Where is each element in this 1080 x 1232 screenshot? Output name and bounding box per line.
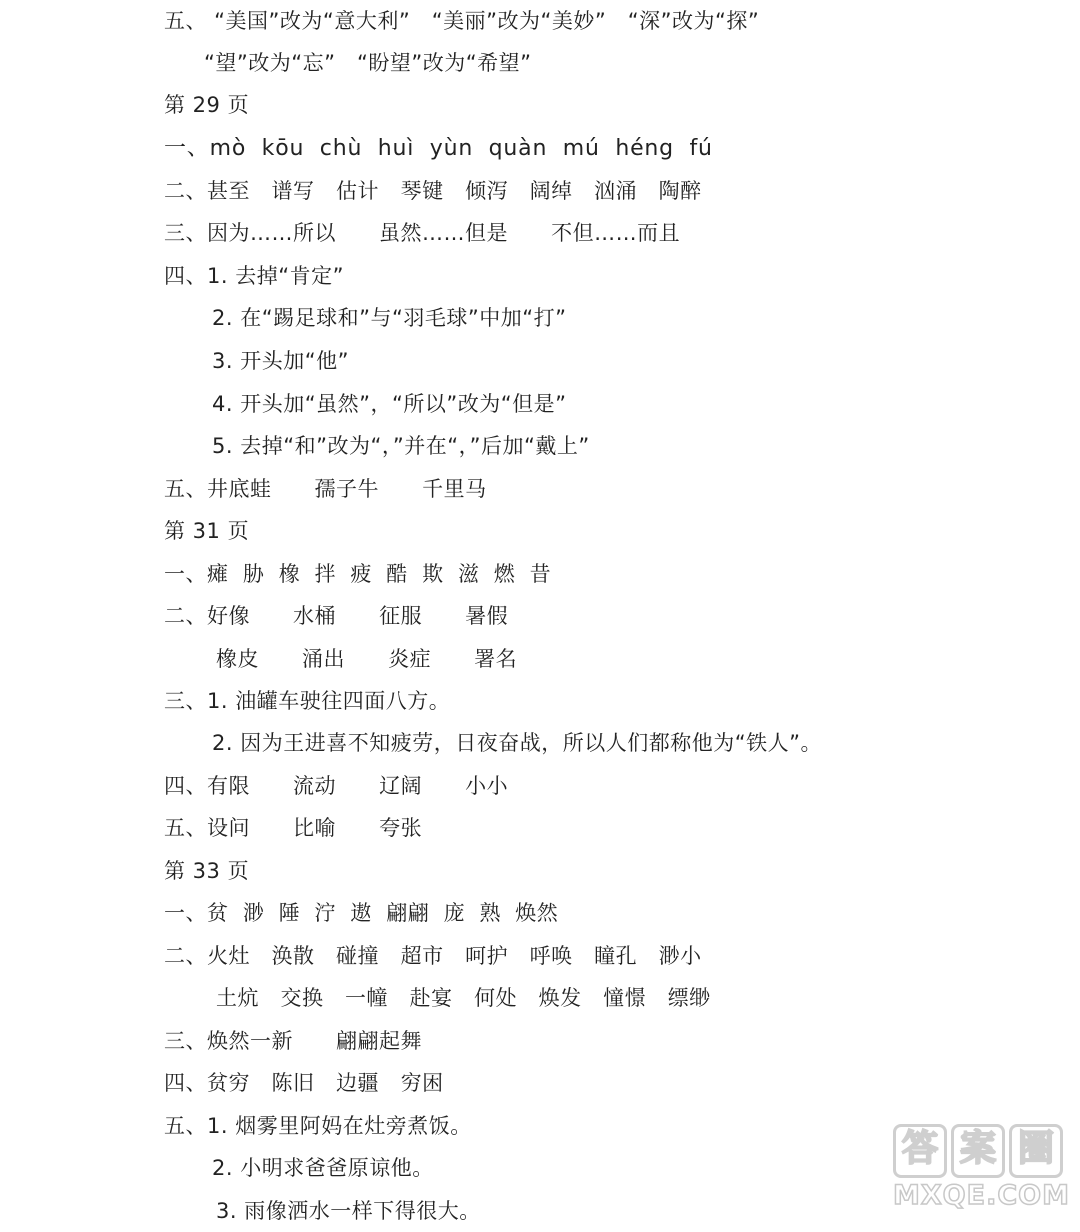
answer-line-characters-33: 一、贫 渺 陲 泞 遨 翩翩 庞 熟 焕然	[164, 901, 559, 925]
answer-line-words: 二、甚至 谱写 估计 琴键 倾泻 阔绰 汹涌 陶醉	[164, 179, 702, 203]
answer-line-5-2: 2. 小明求爸爸原谅他。	[212, 1156, 434, 1180]
answer-line-pinyin: 一、mò kōu chù huì yùn quàn mú héng fú	[164, 136, 713, 161]
page-heading-31: 第 31 页	[164, 519, 250, 543]
answer-line-4: 四、有限 流动 辽阔 小小	[164, 774, 509, 798]
watermark-logo-char: 圈	[1009, 1124, 1063, 1178]
answer-line-4-5: 5. 去掉“和”改为“，”并在“，”后加“戴上”	[212, 434, 590, 458]
watermark-logo-char: 案	[951, 1124, 1005, 1178]
watermark-logo	[893, 1123, 1068, 1178]
page-heading-29: 第 29 页	[164, 93, 250, 117]
answer-line-words-33b: 土炕 交换 一幢 赴宴 何处 焕发 憧憬 缥缈	[216, 986, 711, 1010]
watermark-site-text: MXQE.COM	[893, 1180, 1070, 1211]
answer-line-words-33a: 二、火灶 涣散 碰撞 超市 呵护 呼唤 瞳孔 渺小	[164, 944, 702, 968]
answer-line-idioms-33: 三、焕然一新 翩翩起舞	[164, 1029, 423, 1053]
answer-line-4-3: 3. 开头加“他”	[212, 349, 349, 373]
answer-line-synonyms-33: 四、贫穷 陈旧 边疆 穷困	[164, 1071, 444, 1095]
answer-line-4-4: 4. 开头加“虽然”，“所以”改为“但是”	[212, 392, 567, 416]
answer-line-5-rewrite: 五、 “美国”改为“意大利” “美丽”改为“美妙” “深”改为“探”	[164, 9, 760, 33]
watermark-logo-char: 答	[893, 1124, 947, 1178]
answer-line-words-b: 橡皮 涌出 炎症 署名	[216, 647, 518, 671]
answer-line-4-2: 2. 在“踢足球和”与“羽毛球”中加“打”	[212, 306, 567, 330]
answer-line-4-1: 四、1. 去掉“肯定”	[164, 264, 344, 288]
answer-line-3-1: 三、1. 油罐车驶往四面八方。	[164, 689, 451, 713]
answer-line-5-1: 五、1. 烟雾里阿妈在灶旁煮饭。	[164, 1114, 472, 1138]
site-watermark	[893, 1123, 1068, 1213]
answer-line-5: 五、设问 比喻 夸张	[164, 816, 423, 840]
answer-line-idioms: 五、井底蛙 孺子牛 千里马	[164, 477, 487, 501]
answer-line-3-2: 2. 因为王进喜不知疲劳，日夜奋战，所以人们都称他为“铁人”。	[212, 731, 822, 755]
answer-line-conjunctions: 三、因为……所以 虽然……但是 不但……而且	[164, 221, 681, 245]
answer-line-characters: 一、瘫 胁 橡 拌 疲 酷 欺 滋 燃 昔	[164, 562, 552, 586]
answer-line-5-rewrite-cont: “望”改为“忘” “盼望”改为“希望”	[204, 51, 532, 75]
answer-line-5-3: 3. 雨像洒水一样下得很大。	[216, 1199, 481, 1223]
answer-line-words-a: 二、好像 水桶 征服 暑假	[164, 604, 509, 628]
page-heading-33: 第 33 页	[164, 859, 250, 883]
